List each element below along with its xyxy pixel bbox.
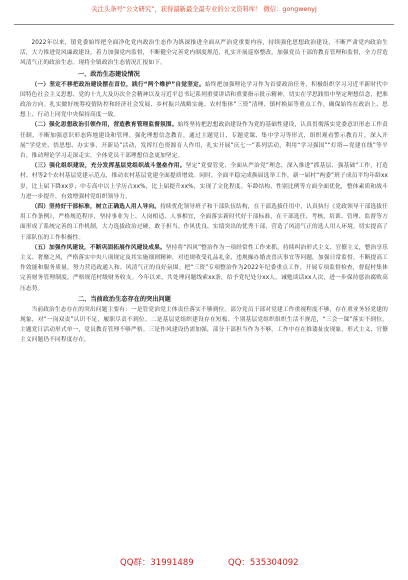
page-footer	[0, 552, 408, 572]
item-5-heading: （五）加强作风建设，不断巩固拓展作风建设成果。	[31, 244, 166, 251]
item-5-text: 坚持将“四风”整治作为一项经常性工作来抓，持续纠治形式主义、官僚主义，整治享乐主义、奢靡之风，严格落实中央八项规定及其实施细则精神，对违规收受礼品礼金、违规操办婚丧喜庆事宜等问题，加强日常监督，不断提高工作效能和服务质量，努力营造政通人和、风清气正的良好氛围。把“三资”专项整治作为2022年纪委重点工作，开展专项监督检查，督促村集体完善财务管理制度，严格规范村级财务收支。今年以来，共处理问题线索xx条，给予党纪处分xx人，诫勉谈话xx人次，进一步保持惩治腐败高压态势。	[20, 244, 388, 292]
item-1-text: 始终把加强理论学习作为首要政治任务，积极组织学习习近平新时代中国特色社会主义思想、党的十九大及历次全会精神以及习近平总书记系列重要讲话和重要指示批示精神，切实在学思践悟中坚定理想信念，把准政治方向。扎实做好统筹疫情防控和经济社会发展、乡村振兴战略实施、农村集体“三资”清理、镇村换届等重点工作，确保始终在政治上、思想上、行动上同党中央保持高度一致。	[20, 81, 388, 119]
document-body	[20, 38, 388, 526]
item-3-text: 坚定“党要管党、全面从严治党”理念，深入推进“抓基层、强基础”工作，打造村、村等2个农村基层党建示范点，推动农村基层党建全面提质增效。同时，全面平稳完成换届选举工作，新一届村“两委”班子成员平均年龄xx岁，比上届下降xx岁；中专高中以上学历占xx%，比上届提升xx%，实现了文化程度、年龄结构、性别比例等方面全面优化，整体素质和战斗力进一步提升，有效增强村党组织领导力。	[20, 163, 388, 200]
section-2-paragraph: 当前政治生态存在的突出问题主要有：一是管党治党主体责任落实不够到位。部分党员干部对党建工作重视程度不够，存在重业务轻党建的现象，对“一岗双责”认识不足，履职尽责不到位。二是基层党组织建设存在短板。个别基层党组织组织生活不规范，“三会一课”落实不到位，主题党日活动形式单一，党员教育管理不够严格。三是作风建设仍需加强，部分干部担当作为不够，工作中存在推诿扯皮现象，形式主义、官僚主义问题仍不同程度存在。	[20, 306, 388, 344]
section-heading-2: 二、当前政治生态存在的突出问题	[78, 295, 171, 303]
qq-contact-number: QQ：535304092	[228, 558, 299, 568]
item-4-text: 持续优化领导班子和干部队伍结构，在干部选拔任用中，认真执行《党政领导干部选拔任用工作条例》，严格规范程序，坚持事业为上、人岗相适、人事相宜，全面落实新时代好干部标准，在干部选任、考核、培训、管理、监督等方面形成了系统完善的工作机制，大力选拔政治过硬、敢于担当、作风优良、实绩突出的优秀干部，营造了风清气正的选人用人环境，切实提高了干部队伍的工作积极性。	[20, 204, 388, 241]
intro-paragraph: 2022年以来，镇党委始终把全面净化党内政治生态作为纵深推进全面从严治党重要内容，持续强化思想政治建设，不断严肃党内政治生活，大力推进党风廉政建设，着力加强党内监督，不断健全完善党内制度规范，扎实开展巡察整改，加强党员干部的教育管理和监督，全力营造风清气正的政治生态。现将全镇政治生态情况汇报如下。	[20, 40, 388, 67]
section-1-item-4	[20, 202, 388, 243]
qq-group-number: QQ群：31991489	[120, 558, 194, 568]
item-2-heading: （二）强化思想政治引领作用，营造教育管理监督氛围。	[31, 122, 178, 129]
page-header	[0, 0, 408, 30]
section-heading-1: 一、政治生态建设情况	[78, 70, 140, 78]
item-2-text: 始终坚持把思想政治建设作为党的基础性建设，认真贯彻落实党委意识形态工作责任制，不断加强意识形态阵地建设和管理。强化理想信念教育，通过主题党日、专题党课、集中学习等形式，组织观看警示教育片，深入开展“学党史、悟思想、办实事、开新局”活动，发挥红色资源育人作用，扎实开展“庆七一”系列活动，利用“学习强国”“灯塔—党建在线”等平台，推动理论学习走深走实，全体党员干部理想信念更加坚定。	[20, 122, 388, 160]
section-1-item-2	[20, 120, 388, 161]
item-1-heading: （一）坚定不移把政治建设摆在首位，践行“两个维护”自觉坚定。	[31, 81, 205, 88]
item-4-heading: （四）坚持好干部标准，树立正确选人用人导向。	[31, 204, 161, 211]
header-divider	[14, 24, 394, 25]
section-1-item-5	[20, 243, 388, 294]
section-1-item-1	[20, 80, 388, 121]
item-3-heading: （三）强化组织建设，充分发挥基层党组织战斗堡垒作用。	[31, 163, 186, 170]
header-notice: 关注头条号“公文研究”，获得最新最全最专业的公文资料库！ 微信：gongwenyj	[91, 6, 317, 13]
section-1-item-3	[20, 161, 388, 202]
